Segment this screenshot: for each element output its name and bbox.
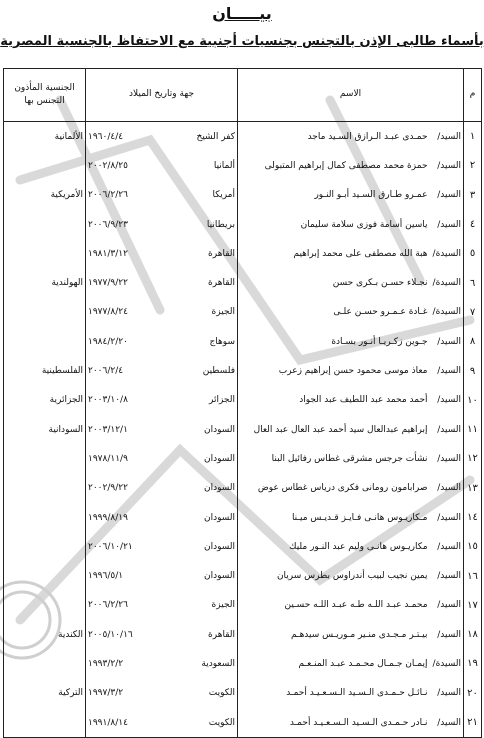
row-birth-date: ١٩٧٨/١١/٩	[88, 453, 128, 464]
row-name: بيـتـر مـجـدى منـير مـوريـس سيدهـم	[238, 620, 430, 649]
row-birth-date: ٢٠٠٢/٩/٢٢	[88, 483, 128, 494]
row-number: ١٨	[464, 620, 482, 649]
row-birth-date: ١٩٨٤/٢/٢٠	[88, 336, 128, 347]
row-name: نشأت جرجس مشرقى غطاس رفائيل البنا	[238, 444, 430, 473]
document-title: بيـــــان	[212, 4, 272, 23]
table-row	[4, 532, 482, 561]
row-nationality	[4, 532, 86, 561]
table-row	[4, 679, 482, 708]
row-number: ٢	[464, 151, 482, 180]
row-number: ١٤	[464, 503, 482, 532]
row-birth	[86, 444, 238, 473]
row-birth-date: ٢٠٠٦/٩/٢٣	[88, 219, 128, 230]
row-birth	[86, 268, 238, 297]
row-birth-place: الجزائر	[209, 395, 235, 406]
table-row	[4, 474, 482, 503]
row-name: محمـد عبـد اللـه طـه عبـد اللـه حسـين	[238, 591, 430, 620]
row-title: السيد/	[430, 444, 464, 473]
row-birth	[86, 122, 238, 152]
table-row	[4, 591, 482, 620]
row-nationality	[4, 591, 86, 620]
header-nationality-line2: التجنس بها	[24, 96, 65, 106]
row-nationality: الجزائرية	[4, 386, 86, 415]
row-title: السيد/	[430, 181, 464, 210]
table-row	[4, 122, 482, 152]
row-title: السيد/	[430, 532, 464, 561]
row-number: ٣	[464, 181, 482, 210]
row-birth-place: السودان	[203, 541, 235, 552]
row-name: أحمد محمد عبد اللطيف عبد الجواد	[238, 386, 430, 415]
row-birth-place: السودان	[203, 512, 235, 523]
row-number: ١٣	[464, 474, 482, 503]
row-birth	[86, 210, 238, 239]
row-number: ١١	[464, 415, 482, 444]
table-row	[4, 415, 482, 444]
row-title: السيد/	[430, 327, 464, 356]
row-number: ٨	[464, 327, 482, 356]
row-title: السيد/	[430, 210, 464, 239]
row-birth-place: ألمانيا	[213, 160, 235, 171]
row-birth-place: فلسطين	[202, 366, 235, 377]
row-birth-place: السودان	[203, 483, 235, 494]
row-birth	[86, 474, 238, 503]
table-row	[4, 708, 482, 738]
row-nationality: الكندية	[4, 620, 86, 649]
row-nationality	[4, 210, 86, 239]
row-birth-date: ١٩٨١/٣/١٢	[88, 248, 128, 259]
table-row	[4, 649, 482, 678]
row-name: نـادر حـمـدى الـسـيد الـسـعـيـد أحمـد	[238, 708, 430, 738]
row-birth-place: الجيزة	[211, 307, 235, 318]
row-nationality: الأمريكية	[4, 181, 86, 210]
row-birth-place: أمريكا	[212, 190, 235, 201]
row-birth-date: ١٩٦٠/٤/٤	[88, 131, 124, 142]
row-number: ١٢	[464, 444, 482, 473]
row-birth-date: ٢٠٠٦/١٠/٢١	[88, 541, 133, 552]
table-row	[4, 386, 482, 415]
row-birth	[86, 386, 238, 415]
row-birth-date: ١٩٩١/٨/١٤	[88, 717, 128, 728]
row-title: السيدة/	[430, 239, 464, 268]
row-birth-date: ٢٠٠٥/١٠/١٦	[88, 629, 133, 640]
table-row	[4, 239, 482, 268]
row-birth	[86, 620, 238, 649]
header-birth: جهة وتاريخ الميلاد	[86, 69, 238, 122]
header-nationality	[4, 69, 86, 122]
row-name: ياسين أسامة فوزى سلامة سليمان	[238, 210, 430, 239]
applicants-table	[3, 68, 482, 738]
table-row	[4, 444, 482, 473]
row-title: السيد/	[430, 151, 464, 180]
table-row	[4, 561, 482, 590]
table-row	[4, 268, 482, 297]
row-nationality	[4, 649, 86, 678]
row-title: السيد/	[430, 122, 464, 152]
row-title: السيد/	[430, 679, 464, 708]
row-birth	[86, 239, 238, 268]
row-name: هبة الله مصطفى على محمد إبراهيم	[238, 239, 430, 268]
row-nationality: الفلسطينية	[4, 356, 86, 385]
row-birth	[86, 561, 238, 590]
row-name: صرابامون رومانى فكرى درياس غطاس عوض	[238, 474, 430, 503]
row-birth	[86, 298, 238, 327]
row-name: مـكاريـوس هانـى فـايـز قـديـس ميـنا	[238, 503, 430, 532]
row-birth-place: السودان	[203, 453, 235, 464]
row-number: ١٥	[464, 532, 482, 561]
row-number: ٩	[464, 356, 482, 385]
row-name: يمين نجيب لبيب أندراوس بطرس سريان	[238, 561, 430, 590]
row-birth	[86, 503, 238, 532]
row-number: ١٠	[464, 386, 482, 415]
row-number: ٧	[464, 298, 482, 327]
row-birth-place: السعودية	[201, 658, 235, 669]
row-title: السيد/	[430, 386, 464, 415]
row-birth-place: الكويت	[208, 688, 235, 699]
row-nationality	[4, 444, 86, 473]
row-title: السيدة/	[430, 649, 464, 678]
row-name: نجـلاء حسـن بـكرى حسن	[238, 268, 430, 297]
row-birth	[86, 415, 238, 444]
row-name: معاذ موسى محمود حسن إبراهيم زعرب	[238, 356, 430, 385]
row-birth	[86, 679, 238, 708]
row-title: السيد/	[430, 474, 464, 503]
row-birth	[86, 532, 238, 561]
table-row	[4, 298, 482, 327]
row-title: السيد/	[430, 415, 464, 444]
row-title: السيد/	[430, 620, 464, 649]
row-birth	[86, 151, 238, 180]
row-nationality	[4, 151, 86, 180]
row-name: جـوين زكـريـا أنـور بسـادة	[238, 327, 430, 356]
row-name: إبراهيم عبدالعال سيد أحمد عبد العال عبد العال	[238, 415, 430, 444]
row-birth	[86, 708, 238, 738]
table-row	[4, 503, 482, 532]
row-number: ١	[464, 122, 482, 152]
row-birth-date: ١٩٩٣/٢/٢	[88, 658, 124, 669]
row-name: غـادة عـمـرو حسـن علـى	[238, 298, 430, 327]
table-row	[4, 327, 482, 356]
row-birth	[86, 649, 238, 678]
row-birth-date: ٢٠٠٦/٢/٢٦	[88, 600, 128, 611]
table-row	[4, 210, 482, 239]
row-name: إيمـان جـمـال محـمـد عبـد المنـعـم	[238, 649, 430, 678]
table-header-row	[4, 69, 482, 122]
row-title: السيد/	[430, 356, 464, 385]
header-name: الاسم	[238, 69, 464, 122]
header-num: م	[464, 69, 482, 122]
row-birth-date: ١٩٩٩/٨/١٩	[88, 512, 128, 523]
row-birth-date: ٢٠٠٣/١٠/٨	[88, 395, 128, 406]
row-title: السيد/	[430, 591, 464, 620]
row-birth-place: القاهرة	[208, 278, 235, 289]
row-birth-date: ١٩٧٧/٨/٢٤	[88, 307, 128, 318]
row-birth-place: الجيزة	[211, 600, 235, 611]
row-title: السيد/	[430, 503, 464, 532]
row-title: السيدة/	[430, 298, 464, 327]
row-name: مكاريـوس هانـى وليم عبد النـور مليك	[238, 532, 430, 561]
row-number: ٢١	[464, 708, 482, 738]
header-nationality-line1: الجنسية المأذون	[14, 82, 75, 93]
row-name: حمزة محمد مصطفى كمال إبراهيم المتبولى	[238, 151, 430, 180]
row-nationality	[4, 561, 86, 590]
row-birth-date: ٢٠٠٦/٢/٢٦	[88, 190, 128, 201]
row-birth	[86, 356, 238, 385]
row-number: ١٧	[464, 591, 482, 620]
row-nationality	[4, 298, 86, 327]
row-birth-date: ٢٠٠٢/٨/٢٥	[88, 160, 128, 171]
row-name: نـائـل حـمـدى الـسـيد الـسـعـيـد أحمـد	[238, 679, 430, 708]
row-nationality	[4, 708, 86, 738]
row-number: ٦	[464, 268, 482, 297]
document-subtitle: بأسماء طالبى الإذن بالتجنس بجنسيات أجنبية مع الاحتفاظ بالجنسية المصرية	[0, 34, 484, 49]
row-title: السيد/	[430, 708, 464, 738]
row-birth-place: سوهاج	[209, 336, 235, 347]
row-number: ٤	[464, 210, 482, 239]
row-nationality	[4, 239, 86, 268]
table-row	[4, 181, 482, 210]
row-birth	[86, 327, 238, 356]
row-birth	[86, 591, 238, 620]
table-row	[4, 151, 482, 180]
row-nationality	[4, 474, 86, 503]
row-birth-place: السودان	[203, 571, 235, 582]
row-birth-date: ١٩٩٧/٣/٢	[88, 688, 124, 699]
row-number: ٥	[464, 239, 482, 268]
row-birth-place: القاهرة	[208, 629, 235, 640]
table-row	[4, 620, 482, 649]
row-birth-place: القاهرة	[208, 248, 235, 259]
row-nationality: الألمانية	[4, 122, 86, 152]
row-nationality: الهولندية	[4, 268, 86, 297]
row-birth-date: ٢٠٠٣/١٢/١	[88, 424, 128, 435]
row-birth-date: ١٩٩٦/٥/١	[88, 571, 124, 582]
row-birth	[86, 181, 238, 210]
table-body	[4, 122, 482, 738]
row-title: السيدة/	[430, 268, 464, 297]
row-birth-place: بريطانيا	[206, 219, 235, 230]
row-birth-date: ١٩٧٧/٩/٢٢	[88, 278, 128, 289]
row-number: ١٦	[464, 561, 482, 590]
row-nationality	[4, 503, 86, 532]
row-nationality: السودانية	[4, 415, 86, 444]
row-birth-place: السودان	[203, 424, 235, 435]
row-number: ١٩	[464, 649, 482, 678]
row-nationality	[4, 327, 86, 356]
row-title: السيد/	[430, 561, 464, 590]
table-row	[4, 356, 482, 385]
row-birth-date: ٢٠٠٦/٢/٤	[88, 366, 124, 377]
row-birth-place: الكويت	[208, 717, 235, 728]
row-name: عمـرو طـارق السـيد أبـو النـور	[238, 181, 430, 210]
row-number: ٢٠	[464, 679, 482, 708]
row-name: حمـدى عبـد الـرازق السـيد ماجد	[238, 122, 430, 152]
row-birth-place: كفر الشيخ	[196, 131, 235, 142]
row-nationality: التركية	[4, 679, 86, 708]
